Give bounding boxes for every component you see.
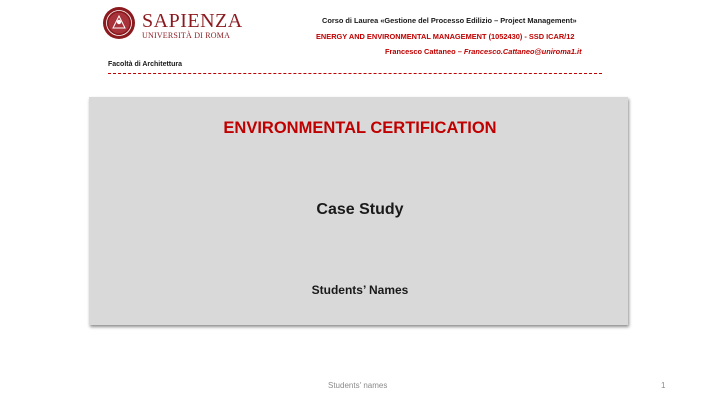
instructor-email-link[interactable]: Francesco.Cattaneo@uniroma1.it <box>463 47 582 56</box>
university-seal-icon <box>102 6 136 40</box>
slide-subtitle: Case Study <box>316 201 404 218</box>
page-number: 1 <box>661 381 666 390</box>
slide-title: ENVIRONMENTAL CERTIFICATION <box>223 119 497 137</box>
instructor-line <box>385 47 582 56</box>
logo-name: SAPIENZA <box>142 10 243 32</box>
logo-subtitle: UNIVERSITÀ DI ROMA <box>142 31 231 40</box>
header-divider <box>108 73 602 74</box>
instructor-name: Francesco Cattaneo – <box>385 47 464 56</box>
students-names: Students’ Names <box>311 283 409 297</box>
footer-text: Students' names <box>328 381 388 390</box>
faculty-label: Facoltà di Architettura <box>108 61 183 68</box>
course-line: Corso di Laurea «Gestione del Processo Edilizio – Project Management» <box>322 16 577 25</box>
sapienza-logo <box>102 6 242 42</box>
module-line: ENERGY AND ENVIRONMENTAL MANAGEMENT (1052430) - SSD ICAR/12 <box>316 32 575 41</box>
